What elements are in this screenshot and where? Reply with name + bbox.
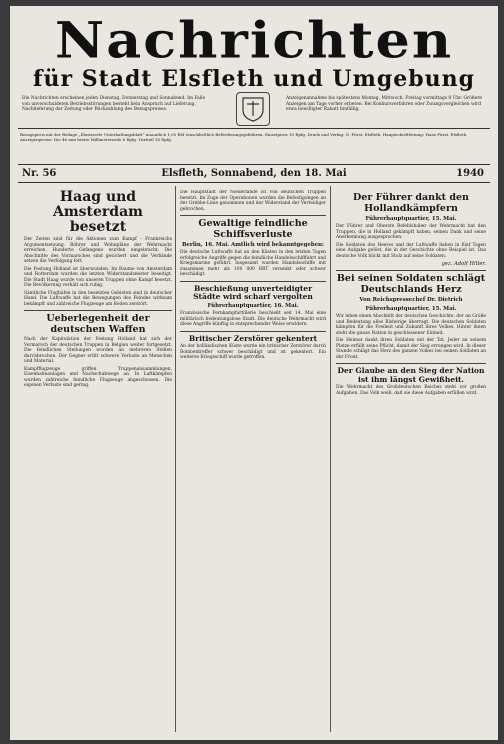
dateline-sub: Führerhauptquartier, 15. Mai. xyxy=(365,305,457,312)
issue-date: Elsfleth, Sonnabend, den 18. Mai xyxy=(161,168,347,179)
divider xyxy=(24,310,172,311)
column-1 xyxy=(24,190,172,734)
column-2 xyxy=(180,190,326,734)
signature: gez. Adolf Hitler. xyxy=(441,261,486,268)
article-text: Nach der Kapitulation der Festung Holland hat sich der Vormarsch der deutschen Truppen in Belgien weiter fortgesetzt. Die feindlichen Stellungen wurden an mehreren Stellen durchbrochen. Der Gegner erlitt schwere Verluste an Menschen und Material. xyxy=(24,337,172,364)
article-text: Sämtliche Flughäfen in den besetzten Gebieten sind in deutscher Hand. Die Luftwaffe hat die Bewegungen des Feindes wirksam bekämpft und zahlreiche Flugzeuge am Boden zerstört. xyxy=(24,290,172,307)
issue-year: 1940 xyxy=(456,168,484,179)
headline: Der Führer dankt den Hollandkämpfern xyxy=(353,192,469,214)
advertising-notice: Anzeigenannahme bis spätestens Montag, Mittwoch, Freitag vormittags 9 Uhr. Größere Anzeigen am Tage vorher erbeten. Bei Konkursverfahren oder Zwangsvergleichen wird etwa bewilligter Rabatt hinfällig. xyxy=(286,96,483,113)
article-text: Wir leben einen Abschnitt der deutschen Geschichte, der an Größe und Bedeutung alles Bisherige überragt. Die deutschen Soldaten kämpfen für die Freiheit und Zukunft ihres Volkes. Hinter ihnen steht die ganze Nation in geschlossener Einheit. xyxy=(336,314,486,336)
headline: Britischer Zerstörer gekentert xyxy=(188,333,318,343)
headline: Gewaltige feindliche Schiffsverluste xyxy=(198,218,308,240)
issue-number: Nr. 56 xyxy=(22,168,57,179)
dateline xyxy=(20,168,488,180)
divider xyxy=(18,128,490,129)
article-text: Die Wehrmacht des Großdeutschen Reiches steht vor großen Aufgaben. Das Volk weiß, daß sie diese Aufgaben erfüllen wird. xyxy=(336,385,486,396)
headline: Bei seinen Soldaten schlägt Deutschlands Herz xyxy=(336,273,486,295)
article-text: Französische Fernkampfartillerie beschießt seit 14. Mai eine militärisch bedeutungslose Stadt. Die deutsche Wehrmacht wird diese Angriffe künftig in entsprechender Weise erwidern. xyxy=(180,311,326,328)
town-seal-icon xyxy=(236,92,270,126)
article-text: Kampfflugzeuge griffen Truppenansammlungen, Eisenbahnanlagen und Nachschubwege an. In Luftkämpfen wurden zahlreiche feindliche Flugzeuge abgeschossen. Die eigenen Verluste sind gering. xyxy=(24,366,172,388)
masthead-title: Nachrichten xyxy=(54,10,454,70)
article-text: Die Hauptstadt der Niederlande ist von deutschen Truppen besetzt. Im Zuge der Operationen wurden die Befestigungen an der Grebbe-Linie genommen und der Widerstand der Verteidiger gebrochen. xyxy=(180,190,326,212)
headline: Ueberlegenheit der deutschen Waffen xyxy=(46,313,150,335)
column-divider xyxy=(175,186,176,732)
article-text: Die deutsche Luftwaffe hat an den Küsten in den letzten Tagen erfolgreiche Angriffe gegen die feindliche Handelsschifffahrt und Kriegsmarine geführt. Insgesamt wurden Handelsschiffe mit zusammen mehr als 100 000 BRT versenkt oder schwer beschädigt. xyxy=(180,250,326,278)
byline: Von Reichspressechef Dr. Dietrich xyxy=(359,297,463,304)
headline: Haag und Amsterdam besetzt xyxy=(53,190,143,235)
column-3 xyxy=(336,190,486,734)
article-text: Die Festung Holland ist überwunden. Im Raume von Amsterdam und Rotterdam wurden die letzten Widerstandsnester beseitigt. Die Stadt Haag wurde von unseren Truppen ohne Kampf besetzt. Die Bevölkerung verhält sich ruhig. xyxy=(24,266,172,288)
divider xyxy=(180,281,326,282)
headline: Beschießung unverteidigter Städte wird scharf vergolten xyxy=(193,283,313,302)
divider xyxy=(336,363,486,364)
dateline-sub: Führerhauptquartier, 16. Mai. xyxy=(207,302,299,309)
divider xyxy=(18,164,490,165)
article-text: Die Heimat dankt ihren Soldaten mit der Tat. Jeder an seinem Platze erfüllt seine Pflicht, damit der Sieg errungen wird. In dieser Stunde schlägt das Herz des ganzen Volkes bei seinen Soldaten an der Front. xyxy=(336,338,486,360)
article-text: An der holländischen Küste wurde ein britischer Zerstörer durch Bombentreffer schwer beschädigt und ist gekentert. Ein weiteres Kriegsschiff wurde getroffen. xyxy=(180,344,326,361)
column-divider xyxy=(330,186,331,732)
divider xyxy=(180,331,326,332)
article-text: Die Soldaten des Heeres und der Luftwaffe haben in fünf Tagen eine Aufgabe gelöst, die in der Geschichte ohne Beispiel ist. Das deutsche Volk blickt mit Stolz auf seine Soldaten. xyxy=(336,242,486,259)
divider xyxy=(336,270,486,271)
publication-notice: Die Nachrichten erscheinen jeden Dienstag, Donnerstag und Sonnabend. Im Falle von unverschuldeten Betriebsstörungen besteht kein Anspruch auf Lieferung, Nachlieferung der Zeitung oder Rückzahlung des Bezugspreises. xyxy=(22,96,206,113)
divider xyxy=(18,182,490,183)
masthead-subtitle: für Stadt Elsfleth und Umgebung xyxy=(33,66,475,92)
newspaper-page xyxy=(10,6,498,740)
article-text: Der Zeiten sind für die Aktionen zum Kampf - Frankreichs Argumentsetzung. Röhrer und Wohnpläne der Wehrmacht erreichen. Hunderte Gefangene wurden eingebracht. Die Abschnitte des Vormarsches sind gesichert und die Verbände setzen die Verfolgung fort. xyxy=(24,237,172,264)
article-text: Der Führer und Oberste Befehlshaber der Wehrmacht hat den Truppen, die in Holland gekämpft haben, seinen Dank und seine Anerkennung ausgesprochen. xyxy=(336,224,486,241)
dateline-sub: Berlin, 16. Mai. Amtlich wird bekanntgegeben: xyxy=(181,242,325,248)
dateline-sub: Führerhauptquartier, 15. Mai. xyxy=(365,216,457,222)
headline: Der Glaube an den Sieg der Nation ist ihm längst Gewißheit. xyxy=(337,366,485,384)
divider xyxy=(180,215,326,216)
price-bar: Bezugspreis mit der Beilage „Illustrierte Unterhaltungsblatt“ monatlich 1,05 RM einschließlich Beförderungsgebühren. Einzelpreis 10 Rpfg. Druck und Verlag: G. Fürst, Elsfleth. Hauptschriftleitung: Hans Fürst, Elsfleth. Anzeigenpreise: Die 46 mm breite Millimeterzeile 6 Rpfg. Textteil 18 Rpfg. xyxy=(20,132,468,142)
